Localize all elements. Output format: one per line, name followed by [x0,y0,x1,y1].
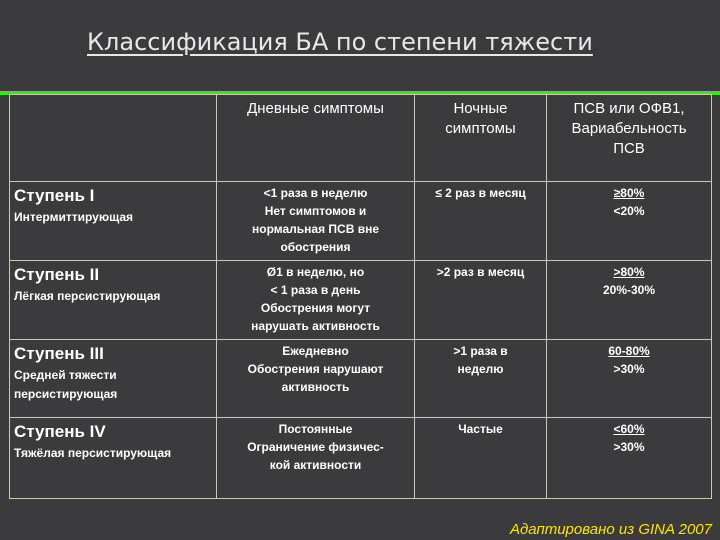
stage-name: Ступень IV [14,422,106,441]
stage-subtitle: Тяжёлая персистирующая [14,446,172,460]
header-pef-label-2: Вариабельность [571,120,687,137]
severity-table [9,94,712,499]
day-symptoms-cell [217,261,415,340]
night-text: >2 раз в месяц [436,265,525,279]
header-night-cell [415,95,547,182]
table-row [10,418,712,499]
day-text: Постоянные [278,422,353,436]
stage-subtitle: Средней тяжести персистирующая [14,368,118,401]
header-night-label-2: симптомы [445,120,516,137]
pef-value: 60-80% [608,344,650,358]
day-text: активность [281,380,350,394]
night-symptoms-cell [415,261,547,340]
pef-variability: <20% [613,204,645,218]
pef-cell [547,340,712,418]
day-symptoms-cell [217,340,415,418]
stage-name: Ступень III [14,344,104,363]
stage-cell [10,340,217,418]
day-text: Ограничение физичес- [247,440,384,454]
day-text: Ежедневно [282,344,349,358]
day-text: обострения [280,240,351,254]
stage-cell [10,418,217,499]
day-text: Обострения нарушают [247,362,384,376]
stage-subtitle: Интермиттирующая [14,210,134,224]
stage-name: Ступень I [14,186,95,205]
night-symptoms-cell [415,418,547,499]
night-text: >1 раза в [453,344,508,358]
day-text: кой активности [269,458,362,472]
night-text: неделю [457,362,504,376]
header-pef-cell [547,95,712,182]
pef-variability: >30% [613,440,645,454]
header-pef-label-1: ПСВ или ОФВ1, [573,100,685,117]
pef-value: >80% [613,265,645,279]
table-row [10,340,712,418]
day-text: < 1 раза в день [270,283,361,297]
stage-cell [10,182,217,261]
stage-subtitle: Лёгкая персистирующая [14,289,161,303]
night-symptoms-cell [415,182,547,261]
header-day-label: Дневные симптомы [247,100,384,117]
day-text: Обострения могут [260,301,371,315]
header-night-label-1: Ночные [453,100,508,117]
table-header-row [10,95,712,182]
stage-cell [10,261,217,340]
pef-cell [547,261,712,340]
pef-value: <60% [613,422,645,436]
page-title: Классификация БА по степени тяжести [87,28,593,56]
day-symptoms-cell [217,418,415,499]
header-pef-label-3: ПСВ [613,140,645,157]
pef-variability: 20%-30% [602,283,656,297]
header-empty-cell [10,95,217,182]
day-text: нарушать активность [251,319,380,333]
table-row [10,182,712,261]
day-text: Нет симптомов и [264,204,367,218]
pef-cell [547,182,712,261]
day-symptoms-cell [217,182,415,261]
table-row [10,261,712,340]
day-text: <1 раза в неделю [263,186,368,200]
stage-name: Ступень II [14,265,100,284]
night-text: Частые [458,422,503,436]
day-text: нормальная ПСВ вне [252,222,379,236]
header-day-cell [217,95,415,182]
pef-cell [547,418,712,499]
pef-value: ≥80% [613,186,645,200]
pef-variability: >30% [613,362,645,376]
night-text: ≤ 2 раз в месяц [435,186,526,200]
night-symptoms-cell [415,340,547,418]
source-footnote: Адаптировано из GINA 2007 [510,521,712,538]
day-text: Ø1 в неделю, но [266,265,365,279]
